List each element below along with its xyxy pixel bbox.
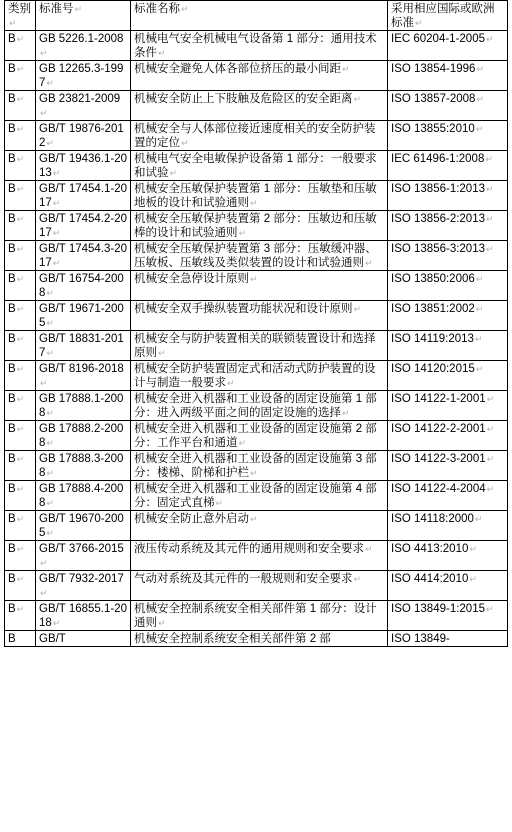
- cell-category: B↵: [5, 211, 36, 241]
- paragraph-mark: ↵: [46, 138, 54, 148]
- paragraph-mark: ↵: [46, 408, 54, 418]
- paragraph-mark: ↵: [16, 34, 25, 44]
- table-row: [5, 451, 508, 481]
- paragraph-mark: ↵: [158, 618, 166, 628]
- paragraph-mark: ↵: [16, 514, 25, 524]
- paragraph-mark: ↵: [342, 408, 350, 418]
- cell-standard-name: 机械安全防护装置固定式和活动式防护装置的设计与制造一般要求↵: [131, 361, 388, 391]
- paragraph-mark: ↵: [16, 244, 25, 254]
- table-row: [5, 241, 508, 271]
- cell-equivalent-standard: IEC 60204-1-2005↵: [388, 31, 508, 61]
- header-standard-name: 标准名称↵: [131, 1, 388, 31]
- cell-equivalent-standard: ISO 13857-2008↵: [388, 91, 508, 121]
- cell-equivalent-standard: ISO 14122-4-2004↵: [388, 481, 508, 511]
- cell-standard-number: GB/T: [36, 631, 131, 647]
- cell-standard-name: 机械安全与人体部位接近速度相关的安全防护装置的定位↵: [131, 121, 388, 151]
- paragraph-mark: ↵: [16, 94, 25, 104]
- cell-standard-number: GB/T 19876-2012↵: [36, 121, 131, 151]
- cell-category: B↵: [5, 271, 36, 301]
- paragraph-mark: ↵: [52, 168, 61, 178]
- cell-equivalent-standard: ISO 13851:2002↵: [388, 301, 508, 331]
- cell-category: B↵: [5, 331, 36, 361]
- paragraph-mark: ↵: [46, 438, 54, 448]
- paragraph-mark: ↵: [250, 198, 258, 208]
- cell-category: B↵: [5, 571, 36, 601]
- paragraph-mark: ↵: [46, 468, 54, 478]
- paragraph-mark: ↵: [52, 228, 61, 238]
- paragraph-mark: ↵: [40, 558, 48, 568]
- table-row: [5, 391, 508, 421]
- cell-equivalent-standard: ISO 13849-: [388, 631, 508, 647]
- paragraph-mark: ↵: [181, 138, 189, 148]
- cell-standard-number: GB 17888.4-2008↵: [36, 481, 131, 511]
- cell-standard-name: 机械电气安全电敏保护设备第 1 部分：一般要求和试验↵: [131, 151, 388, 181]
- paragraph-mark: ↵: [46, 528, 54, 538]
- table-row: [5, 211, 508, 241]
- cell-standard-number: GB 17888.1-2008↵: [36, 391, 131, 421]
- cell-standard-name: 机械安全急停设计原则↵: [131, 271, 388, 301]
- cell-equivalent-standard: ISO 13856-3:2013↵: [388, 241, 508, 271]
- table-row: [5, 541, 508, 571]
- paragraph-mark: ↵: [16, 454, 25, 464]
- table-row: [5, 421, 508, 451]
- paragraph-mark: ↵: [238, 438, 247, 448]
- paragraph-mark: ↵: [52, 198, 61, 208]
- cell-category: B↵: [5, 61, 36, 91]
- paragraph-mark: ↵: [475, 364, 484, 374]
- paragraph-mark: ↵: [469, 574, 477, 584]
- cell-category: B↵: [5, 601, 36, 631]
- paragraph-mark: ↵: [486, 184, 494, 194]
- paragraph-mark: ↵: [40, 378, 48, 388]
- cell-standard-name: 机械安全防止上下肢触及危险区的安全距离↵: [131, 91, 388, 121]
- paragraph-mark: ↵: [474, 514, 483, 524]
- paragraph-mark: ↵: [16, 304, 25, 314]
- paragraph-mark: ↵: [158, 48, 166, 58]
- paragraph-mark: ↵: [475, 124, 484, 134]
- header-category: 类别↵: [5, 1, 36, 31]
- paragraph-mark: ↵: [486, 394, 495, 404]
- table-row: [5, 601, 508, 631]
- paragraph-mark: ↵: [169, 168, 178, 178]
- paragraph-mark: ↵: [365, 258, 373, 268]
- cell-category: B↵: [5, 361, 36, 391]
- paragraph-mark: ↵: [40, 588, 48, 598]
- paragraph-mark: ↵: [16, 214, 25, 224]
- paragraph-mark: ↵: [16, 64, 25, 74]
- cell-category: B↵: [5, 451, 36, 481]
- paragraph-mark: ↵: [16, 574, 25, 584]
- cell-standard-name: 机械电气安全机械电气设备第 1 部分：通用技术条件↵: [131, 31, 388, 61]
- paragraph-mark: ↵: [16, 334, 25, 344]
- cell-standard-name: 机械安全控制系统安全相关部件第 2 部: [131, 631, 388, 647]
- paragraph-mark: ↵: [486, 424, 495, 434]
- cell-category: B↵: [5, 241, 36, 271]
- paragraph-mark: ↵: [16, 394, 25, 404]
- cell-standard-name: 机械安全避免人体各部位挤压的最小间距↵: [131, 61, 388, 91]
- cell-standard-name: 液压传动系统及其元件的通用规则和安全要求↵: [131, 541, 388, 571]
- cell-equivalent-standard: ISO 13850:2006↵: [388, 271, 508, 301]
- cell-equivalent-standard: ISO 14119:2013↵: [388, 331, 508, 361]
- paragraph-mark: ↵: [353, 94, 362, 104]
- paragraph-mark: ↵: [250, 514, 258, 524]
- cell-category: B↵: [5, 391, 36, 421]
- cell-standard-number: GB/T 19436.1-2013↵: [36, 151, 131, 181]
- cell-standard-name: 机械安全控制系统安全相关部件第 1 部分：设计通则↵: [131, 601, 388, 631]
- paragraph-mark: ↵: [486, 484, 495, 494]
- table-row: [5, 631, 508, 647]
- paragraph-mark: ↵: [475, 304, 484, 314]
- paragraph-mark: ↵: [486, 244, 494, 254]
- paragraph-mark: ↵: [227, 378, 235, 388]
- paragraph-mark: ↵: [353, 574, 362, 584]
- table-row: [5, 331, 508, 361]
- cell-standard-name: 机械安全压敏保护装置第 3 部分：压敏缓冲器、压敏板、压敏线及类似装置的设计和试验通则↵: [131, 241, 388, 271]
- table-row: [5, 31, 508, 61]
- paragraph-mark: ↵: [46, 288, 54, 298]
- cell-standard-name: 机械安全压敏保护装置第 1 部分：压敏垫和压敏地板的设计和试验通则↵: [131, 181, 388, 211]
- cell-equivalent-standard: ISO 4413:2010↵: [388, 541, 508, 571]
- cell-standard-number: GB/T 3766-2015↵: [36, 541, 131, 571]
- cell-equivalent-standard: ISO 13856-2:2013↵: [388, 211, 508, 241]
- paragraph-mark: ↵: [486, 454, 495, 464]
- cell-standard-number: GB/T 7932-2017↵: [36, 571, 131, 601]
- cell-standard-number: GB/T 16855.1-2018↵: [36, 601, 131, 631]
- cell-equivalent-standard: ISO 14120:2015↵: [388, 361, 508, 391]
- standards-table: [4, 0, 508, 647]
- paragraph-mark: ↵: [365, 544, 373, 554]
- paragraph-mark: ↵: [476, 94, 484, 104]
- cell-equivalent-standard: IEC 61496-1:2008↵: [388, 151, 508, 181]
- paragraph-mark: ↵: [52, 618, 61, 628]
- table-row: [5, 151, 508, 181]
- paragraph-mark: ↵: [16, 154, 25, 164]
- cell-equivalent-standard: ISO 13855:2010↵: [388, 121, 508, 151]
- paragraph-mark: ↵: [250, 468, 258, 478]
- document-page: [4, 0, 508, 647]
- table-row: [5, 61, 508, 91]
- paragraph-mark: ↵: [46, 78, 54, 88]
- paragraph-mark: ↵: [485, 34, 494, 44]
- cell-category: B↵: [5, 511, 36, 541]
- table-row: [5, 511, 508, 541]
- paragraph-mark: ↵: [16, 124, 25, 134]
- paragraph-mark: ↵: [476, 64, 484, 74]
- table-row: [5, 301, 508, 331]
- cell-equivalent-standard: ISO 14118:2000↵: [388, 511, 508, 541]
- cell-equivalent-standard: ISO 14122-1-2001↵: [388, 391, 508, 421]
- paragraph-mark: ↵: [342, 64, 350, 74]
- paragraph-mark: ↵: [16, 604, 25, 614]
- header-equivalent-standard: 采用相应国际或欧洲标准↵: [388, 1, 508, 31]
- cell-standard-name: 机械安全进入机器和工业设备的固定设施第 3 部分：楼梯、阶梯和护栏↵: [131, 451, 388, 481]
- paragraph-mark: ↵: [16, 274, 25, 284]
- paragraph-mark: ↵: [158, 348, 166, 358]
- cell-standard-name: 机械安全进入机器和工业设备的固定设施第 4 部分：固定式直梯↵: [131, 481, 388, 511]
- paragraph-mark: ↵: [16, 184, 25, 194]
- cell-equivalent-standard: ISO 13854-1996↵: [388, 61, 508, 91]
- cell-standard-number: GB 17888.3-2008↵: [36, 451, 131, 481]
- table-header-row: [5, 1, 508, 31]
- paragraph-mark: ↵: [474, 334, 483, 344]
- cell-category: B↵: [5, 301, 36, 331]
- cell-standard-number: GB/T 19671-2005↵: [36, 301, 131, 331]
- paragraph-mark: ↵: [46, 318, 54, 328]
- paragraph-mark: ↵: [486, 214, 494, 224]
- cell-equivalent-standard: ISO 4414:2010↵: [388, 571, 508, 601]
- paragraph-mark: ↵: [486, 604, 494, 614]
- table-row: [5, 181, 508, 211]
- cell-standard-number: GB/T 19670-2005↵: [36, 511, 131, 541]
- cell-standard-number: GB/T 17454.3-2017↵: [36, 241, 131, 271]
- paragraph-mark: ↵: [16, 484, 25, 494]
- paragraph-mark: ↵: [52, 258, 61, 268]
- paragraph-mark: ↵: [215, 498, 224, 508]
- cell-category: B↵: [5, 151, 36, 181]
- paragraph-mark: ↵: [353, 304, 362, 314]
- cell-category: B↵: [5, 31, 36, 61]
- cell-standard-number: GB/T 17454.1-2017↵: [36, 181, 131, 211]
- paragraph-mark: ↵: [469, 544, 477, 554]
- cell-standard-number: GB/T 17454.2-2017↵: [36, 211, 131, 241]
- cell-standard-number: GB/T 18831-2017↵: [36, 331, 131, 361]
- cell-category: B↵: [5, 181, 36, 211]
- table-row: [5, 571, 508, 601]
- cell-equivalent-standard: ISO 14122-3-2001↵: [388, 451, 508, 481]
- paragraph-mark: ↵: [46, 348, 54, 358]
- cell-standard-name: 机械安全压敏保护装置第 2 部分：压敏边和压敏棒的设计和试验通则↵: [131, 211, 388, 241]
- cell-standard-name: 气动对系统及其元件的一般规则和安全要求↵: [131, 571, 388, 601]
- cell-standard-number: GB/T 16754-2008↵: [36, 271, 131, 301]
- paragraph-mark: ↵: [16, 364, 25, 374]
- cell-category: B↵: [5, 421, 36, 451]
- paragraph-mark: ↵: [40, 48, 48, 58]
- cell-category: B↵: [5, 121, 36, 151]
- cell-equivalent-standard: ISO 13856-1:2013↵: [388, 181, 508, 211]
- cell-standard-number: GB/T 8196-2018↵: [36, 361, 131, 391]
- table-row: [5, 481, 508, 511]
- cell-category: B↵: [5, 541, 36, 571]
- paragraph-mark: ↵: [46, 498, 54, 508]
- paragraph-mark: ↵: [238, 228, 247, 238]
- paragraph-mark: ↵: [250, 274, 258, 284]
- cell-standard-number: GB 5226.1-2008↵: [36, 31, 131, 61]
- cell-standard-name: 机械安全进入机器和工业设备的固定设施第 2 部分：工作平台和通道↵: [131, 421, 388, 451]
- cell-standard-number: GB 23821-2009↵: [36, 91, 131, 121]
- cell-standard-number: GB 17888.2-2008↵: [36, 421, 131, 451]
- paragraph-mark: ↵: [475, 274, 484, 284]
- table-row: [5, 91, 508, 121]
- cell-standard-name: 机械安全双手操纵装置功能状况和设计原则↵: [131, 301, 388, 331]
- paragraph-mark: ↵: [16, 544, 25, 554]
- paragraph-mark: ↵: [485, 154, 493, 164]
- cell-standard-name: 机械安全防止意外启动↵: [131, 511, 388, 541]
- cell-standard-name: 机械安全进入机器和工业设备的固定设施第 1 部分：进入两级平面之间的固定设施的选择↵: [131, 391, 388, 421]
- paragraph-mark: ↵: [16, 424, 25, 434]
- cell-standard-name: 机械安全与防护装置相关的联锁装置设计和选择原则↵: [131, 331, 388, 361]
- cell-standard-number: GB 12265.3-1997↵: [36, 61, 131, 91]
- header-standard-number: 标准号↵: [36, 1, 131, 31]
- table-row: [5, 121, 508, 151]
- table-row: [5, 271, 508, 301]
- table-row: [5, 361, 508, 391]
- paragraph-mark: ↵: [40, 108, 48, 118]
- cell-equivalent-standard: ISO 13849-1:2015↵: [388, 601, 508, 631]
- cell-category: B↵: [5, 91, 36, 121]
- cell-category: B↵: [5, 481, 36, 511]
- cell-equivalent-standard: ISO 14122-2-2001↵: [388, 421, 508, 451]
- cell-category: B: [5, 631, 36, 647]
